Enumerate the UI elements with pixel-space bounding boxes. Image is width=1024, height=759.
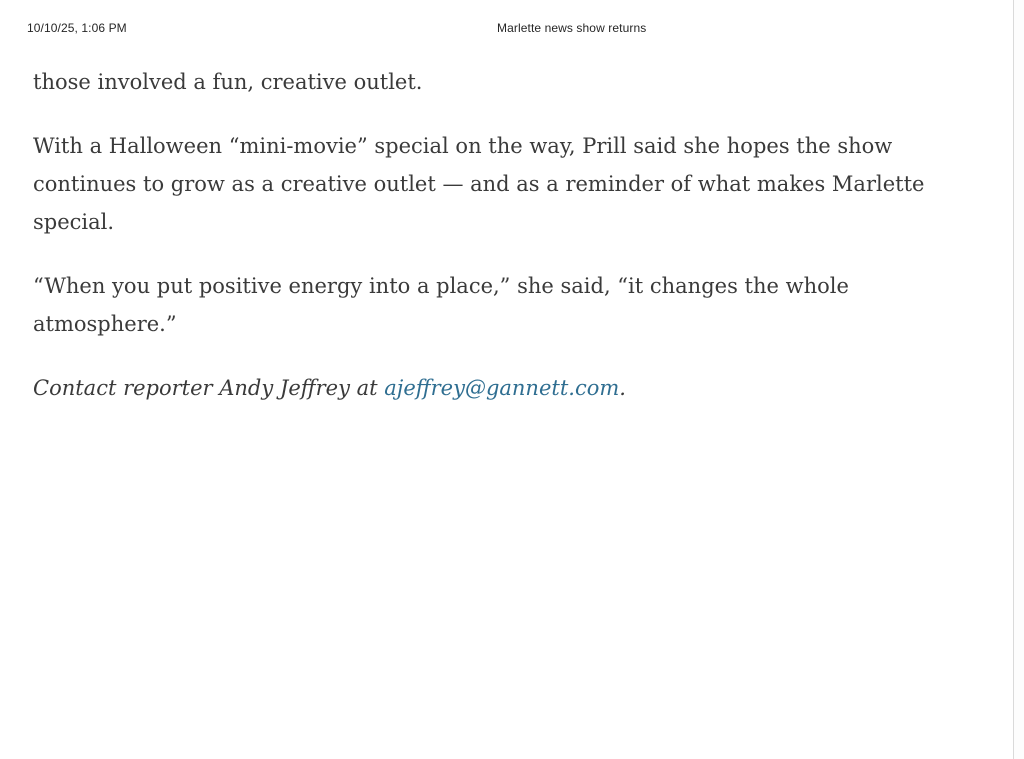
contact-prefix: Contact reporter Andy Jeffrey at [33, 376, 385, 400]
article-paragraph: With a Halloween “mini-movie” special on the way, Prill said she hopes the show continues to grow as a creative outlet — and as a reminder of what makes Marlette special. [33, 134, 925, 234]
article-body [33, 63, 938, 433]
contact-suffix: . [619, 376, 626, 400]
contact-line [33, 369, 938, 407]
page-title: Marlette news show returns [497, 21, 647, 35]
header-datetime: 10/10/25, 1:06 PM [27, 21, 127, 35]
contact-email-link[interactable]: ajeffrey@gannett.com [384, 376, 620, 400]
article-paragraph: “When you put positive energy into a place,” she said, “it changes the whole atmosphere.” [33, 274, 849, 336]
article-paragraph: those involved a fun, creative outlet. [33, 70, 423, 94]
scrollbar-track[interactable] [1013, 0, 1024, 759]
